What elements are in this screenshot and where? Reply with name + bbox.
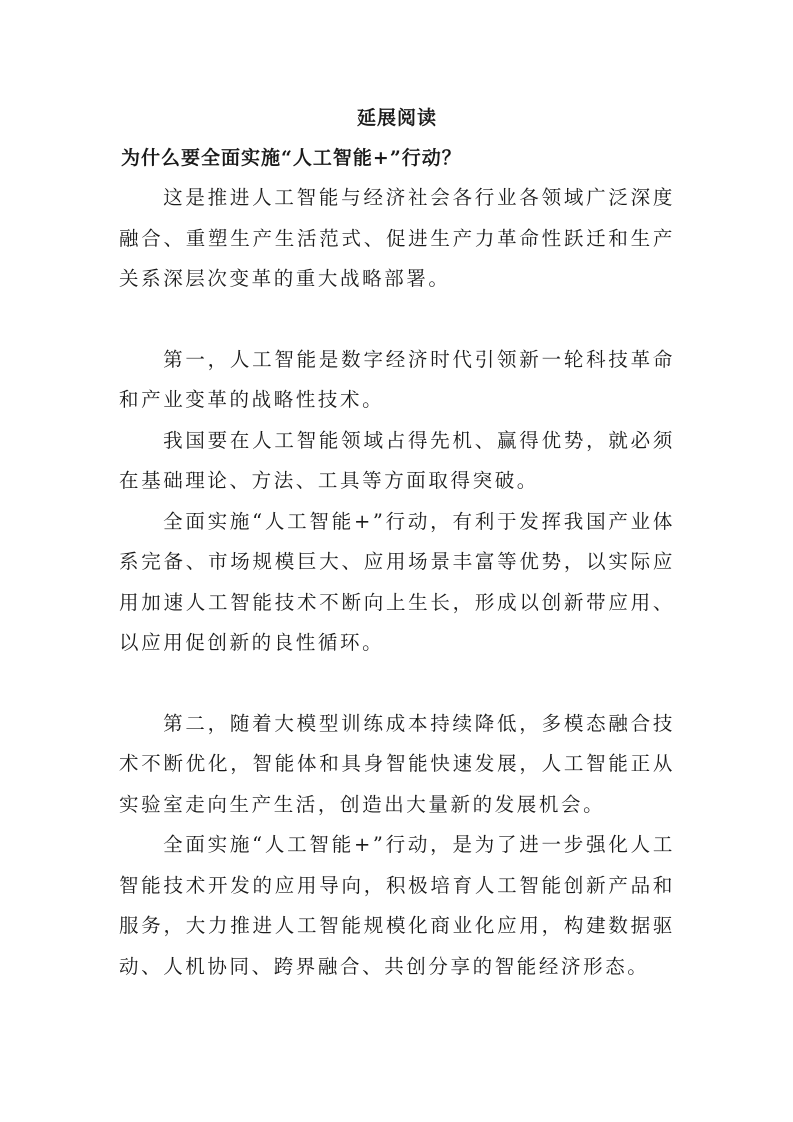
paragraph: 第一，人工智能是数字经济时代引领新一轮科技革命和产业变革的战略性技术。 xyxy=(119,347,675,411)
paragraph: 全面实施“人工智能+”行动，是为了进一步强化人工智能技术开发的应用导向，积极培育人工智能创新产品和服务，大力推进人工智能规模化商业化应用，构建数据驱动、人机协同、跨界融合、共创分享的智能经济形态。 xyxy=(119,833,675,978)
paragraph: 全面实施“人工智能+”行动，有利于发挥我国产业体系完备、市场规模巨大、应用场景丰富等优势，以实际应用加速人工智能技术不断向上生长，形成以创新带应用、以应用促创新的良性循环。 xyxy=(119,509,675,654)
section-first-point xyxy=(119,340,675,664)
paragraph-gap xyxy=(119,664,675,704)
paragraph: 这是推进人工智能与经济社会各行业各领域广泛深度融合、重塑生产生活范式、促进生产力革命性跃迁和生产关系深层次变革的重大战略部署。 xyxy=(119,186,675,290)
document-title: 延展阅读 xyxy=(356,107,437,129)
document-subtitle: 为什么要全面实施“人工智能+”行动？ xyxy=(121,147,462,169)
paragraph: 我国要在人工智能领域占得先机、赢得优势，就必须在基础理论、方法、工具等方面取得突破。 xyxy=(119,428,675,492)
paragraph: 第二，随着大模型训练成本持续降低，多模态融合技术不断优化，智能体和具身智能快速发展，人工智能正从实验室走向生产生活，创造出大量新的发展机会。 xyxy=(119,711,675,816)
section-second-point xyxy=(119,704,675,988)
paragraph-gap xyxy=(119,300,675,340)
section-intro xyxy=(119,178,675,300)
document-page xyxy=(119,100,675,987)
